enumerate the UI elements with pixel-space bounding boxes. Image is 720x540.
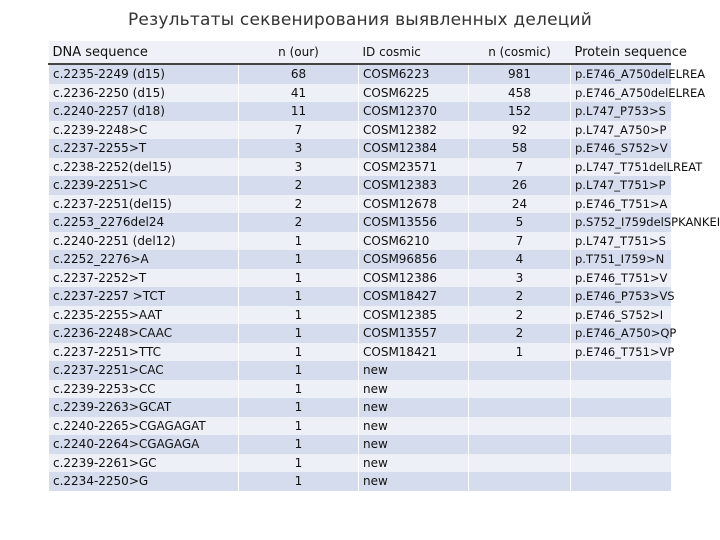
cell-protein-sequence — [571, 417, 671, 436]
cell-n-our: 1 — [239, 250, 359, 269]
cell-id-cosmic: COSM12383 — [359, 176, 469, 195]
cell-n-our: 1 — [239, 417, 359, 436]
cell-protein-sequence: p.T751_I759>N — [571, 250, 671, 269]
slide-title: Результаты секвенирования выявленных делеций — [127, 10, 592, 30]
header-dna-sequence: DNA sequence — [49, 41, 239, 64]
cell-n-cosmic: 2 — [469, 306, 571, 325]
cell-n-cosmic: 26 — [469, 176, 571, 195]
cell-n-our: 1 — [239, 398, 359, 417]
table-row — [49, 454, 671, 473]
cell-dna-sequence: c.2240-2264>CGAGAGA — [49, 435, 239, 454]
cell-dna-sequence: c.2239-2261>GC — [49, 454, 239, 473]
cell-protein-sequence: p.E746_A750delELREA — [571, 64, 671, 84]
cell-n-our: 2 — [239, 195, 359, 214]
cell-id-cosmic: COSM18427 — [359, 287, 469, 306]
cell-protein-sequence: p.L747_T751>S — [571, 232, 671, 251]
header-protein-sequence: Protein sequence — [571, 41, 671, 64]
cell-n-our: 2 — [239, 176, 359, 195]
table-row — [49, 398, 671, 417]
header-n-our: n (our) — [239, 41, 359, 64]
cell-id-cosmic: COSM13556 — [359, 213, 469, 232]
cell-id-cosmic: COSM12384 — [359, 139, 469, 158]
cell-dna-sequence: c.2239-2248>C — [49, 121, 239, 140]
cell-n-cosmic: 7 — [469, 232, 571, 251]
table-row — [49, 324, 671, 343]
deletions-table — [48, 41, 720, 491]
cell-n-our: 3 — [239, 139, 359, 158]
cell-n-cosmic: 7 — [469, 158, 571, 177]
cell-id-cosmic: COSM12370 — [359, 102, 469, 121]
cell-protein-sequence: p.L747_T751delLREAT — [571, 158, 671, 177]
cell-dna-sequence: c.2236-2248>CAAC — [49, 324, 239, 343]
cell-n-cosmic: 152 — [469, 102, 571, 121]
cell-id-cosmic: COSM12386 — [359, 269, 469, 288]
cell-protein-sequence: p.L747_A750>P — [571, 121, 671, 140]
cell-n-cosmic: 4 — [469, 250, 571, 269]
cell-dna-sequence: c.2240-2265>CGAGAGAT — [49, 417, 239, 436]
table-row — [49, 306, 671, 325]
cell-n-our: 1 — [239, 435, 359, 454]
cell-n-cosmic: 3 — [469, 269, 571, 288]
cell-n-cosmic: 24 — [469, 195, 571, 214]
table-row — [49, 417, 671, 436]
cell-protein-sequence: p.E746_T751>VP — [571, 343, 671, 362]
cell-n-our: 41 — [239, 84, 359, 103]
cell-dna-sequence: c.2252_2276>A — [49, 250, 239, 269]
table-row — [49, 380, 671, 399]
table-row — [49, 158, 671, 177]
cell-n-cosmic: 2 — [469, 287, 571, 306]
cell-dna-sequence: c.2235-2249 (d15) — [49, 64, 239, 84]
cell-protein-sequence — [571, 472, 671, 491]
cell-protein-sequence — [571, 454, 671, 473]
table-row — [49, 343, 671, 362]
table-row — [49, 250, 671, 269]
table-row — [49, 102, 671, 121]
cell-n-our: 1 — [239, 232, 359, 251]
cell-n-cosmic: 5 — [469, 213, 571, 232]
cell-n-cosmic — [469, 361, 571, 380]
cell-protein-sequence: p.E746_S752>I — [571, 306, 671, 325]
cell-n-our: 1 — [239, 287, 359, 306]
cell-dna-sequence: c.2240-2257 (d18) — [49, 102, 239, 121]
cell-protein-sequence: p.E746_T751>V — [571, 269, 671, 288]
table-row — [49, 176, 671, 195]
cell-n-our: 1 — [239, 361, 359, 380]
cell-dna-sequence: c.2235-2255>AAT — [49, 306, 239, 325]
cell-n-our: 1 — [239, 454, 359, 473]
cell-n-cosmic: 58 — [469, 139, 571, 158]
table-row — [49, 64, 671, 84]
cell-id-cosmic: COSM18421 — [359, 343, 469, 362]
cell-id-cosmic: COSM12678 — [359, 195, 469, 214]
cell-id-cosmic: COSM12385 — [359, 306, 469, 325]
cell-dna-sequence: c.2237-2252>T — [49, 269, 239, 288]
cell-protein-sequence: p.L747_P753>S — [571, 102, 671, 121]
header-row — [49, 41, 671, 64]
table-row — [49, 269, 671, 288]
cell-n-cosmic: 1 — [469, 343, 571, 362]
cell-n-our: 1 — [239, 269, 359, 288]
cell-id-cosmic: new — [359, 417, 469, 436]
cell-id-cosmic: COSM6223 — [359, 64, 469, 84]
cell-n-our: 11 — [239, 102, 359, 121]
cell-id-cosmic: COSM6225 — [359, 84, 469, 103]
cell-n-our: 1 — [239, 380, 359, 399]
cell-n-cosmic: 981 — [469, 64, 571, 84]
cell-dna-sequence: c.2237-2251>TTC — [49, 343, 239, 362]
cell-id-cosmic: COSM12382 — [359, 121, 469, 140]
cell-n-cosmic — [469, 435, 571, 454]
cell-protein-sequence: p.E746_T751>A — [571, 195, 671, 214]
cell-dna-sequence: c.2239-2251>C — [49, 176, 239, 195]
cell-id-cosmic: COSM23571 — [359, 158, 469, 177]
cell-id-cosmic: new — [359, 380, 469, 399]
cell-dna-sequence: c.2253_2276del24 — [49, 213, 239, 232]
cell-dna-sequence: c.2238-2252(del15) — [49, 158, 239, 177]
cell-dna-sequence: c.2237-2251>CAC — [49, 361, 239, 380]
cell-id-cosmic: new — [359, 361, 469, 380]
table-row — [49, 84, 671, 103]
cell-dna-sequence: c.2240-2251 (del12) — [49, 232, 239, 251]
cell-n-cosmic — [469, 380, 571, 399]
cell-protein-sequence: p.S752_I759delSPKANKEI — [571, 213, 671, 232]
table-row — [49, 287, 671, 306]
cell-id-cosmic: new — [359, 435, 469, 454]
table-row — [49, 139, 671, 158]
cell-id-cosmic: new — [359, 454, 469, 473]
cell-dna-sequence: c.2236-2250 (d15) — [49, 84, 239, 103]
cell-n-our: 1 — [239, 324, 359, 343]
table-row — [49, 121, 671, 140]
cell-dna-sequence: c.2234-2250>G — [49, 472, 239, 491]
cell-n-our: 68 — [239, 64, 359, 84]
cell-dna-sequence: c.2237-2257 >TCT — [49, 287, 239, 306]
table-row — [49, 361, 671, 380]
cell-dna-sequence: c.2237-2255>T — [49, 139, 239, 158]
cell-n-cosmic — [469, 417, 571, 436]
cell-n-cosmic — [469, 398, 571, 417]
cell-n-cosmic: 458 — [469, 84, 571, 103]
cell-protein-sequence: p.E746_P753>VS — [571, 287, 671, 306]
cell-id-cosmic: new — [359, 398, 469, 417]
cell-n-our: 2 — [239, 213, 359, 232]
cell-protein-sequence: p.E746_A750>QP — [571, 324, 671, 343]
cell-dna-sequence: c.2237-2251(del15) — [49, 195, 239, 214]
cell-n-our: 1 — [239, 306, 359, 325]
cell-dna-sequence: c.2239-2263>GCAT — [49, 398, 239, 417]
cell-n-our: 3 — [239, 158, 359, 177]
cell-n-cosmic — [469, 472, 571, 491]
table-row — [49, 213, 671, 232]
cell-n-cosmic — [469, 454, 571, 473]
cell-id-cosmic: COSM6210 — [359, 232, 469, 251]
table-row — [49, 232, 671, 251]
cell-protein-sequence: p.E746_A750delELREA — [571, 84, 671, 103]
cell-n-our: 1 — [239, 343, 359, 362]
cell-id-cosmic: new — [359, 472, 469, 491]
cell-dna-sequence: c.2239-2253>CC — [49, 380, 239, 399]
cell-n-our: 1 — [239, 472, 359, 491]
cell-protein-sequence: p.L747_T751>P — [571, 176, 671, 195]
header-id-cosmic: ID cosmic — [359, 41, 469, 64]
cell-n-cosmic: 2 — [469, 324, 571, 343]
cell-protein-sequence: p.E746_S752>V — [571, 139, 671, 158]
table-row — [49, 195, 671, 214]
cell-protein-sequence — [571, 361, 671, 380]
cell-protein-sequence — [571, 435, 671, 454]
cell-n-our: 7 — [239, 121, 359, 140]
cell-id-cosmic: COSM13557 — [359, 324, 469, 343]
table-body — [49, 64, 720, 491]
table-row — [49, 472, 671, 491]
cell-protein-sequence — [571, 398, 671, 417]
header-n-cosmic: n (cosmic) — [469, 41, 571, 64]
cell-id-cosmic: COSM96856 — [359, 250, 469, 269]
table-row — [49, 435, 671, 454]
cell-protein-sequence — [571, 380, 671, 399]
cell-n-cosmic: 92 — [469, 121, 571, 140]
